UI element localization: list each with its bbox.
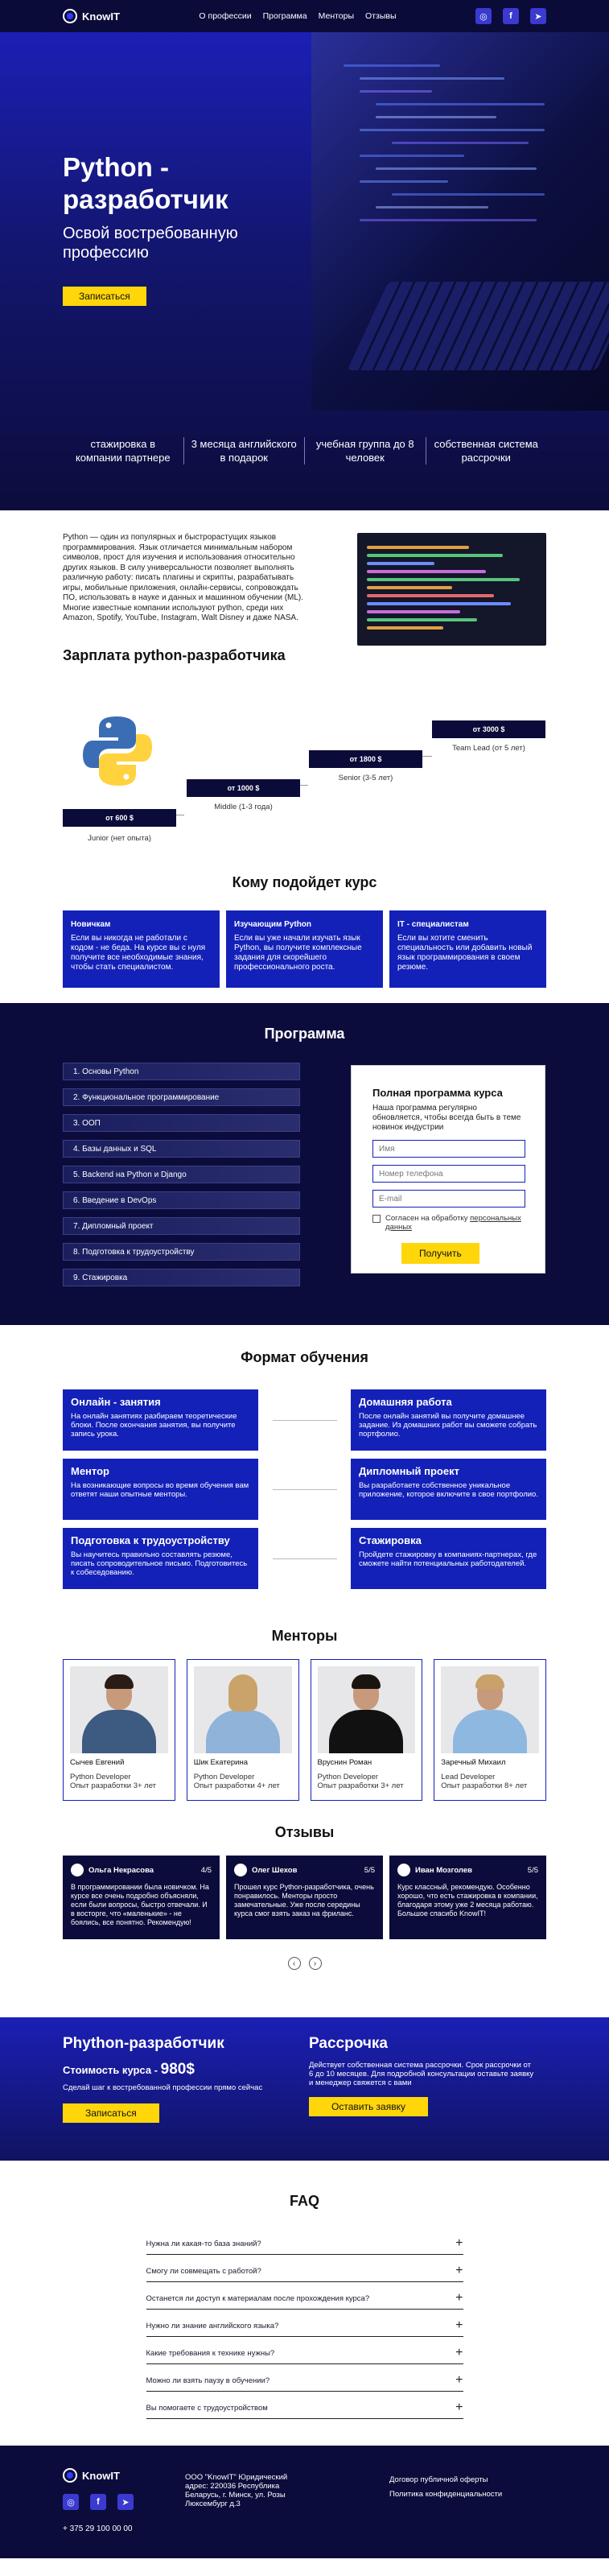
review-score: 5/5 bbox=[527, 1865, 538, 1875]
faq-list bbox=[146, 2234, 463, 2419]
mentor-card bbox=[434, 1659, 546, 1801]
program-item[interactable]: 7. Дипломный проект bbox=[63, 1217, 300, 1235]
salary-title: Зарплата python-разработчика bbox=[63, 647, 286, 663]
salary-label-senior: Senior (3-5 лет) bbox=[338, 774, 393, 782]
price-value: 980$ bbox=[160, 2061, 195, 2078]
audience-card-title: IT - специалистам bbox=[397, 920, 469, 929]
faq-question: Нужна ли какая-то база знаний? bbox=[146, 2239, 261, 2248]
program-item[interactable]: 1. Основы Python bbox=[63, 1063, 300, 1080]
mentor-role: Python Developer bbox=[193, 1773, 255, 1781]
telegram-icon[interactable]: ➤ bbox=[117, 2494, 134, 2510]
program-item[interactable]: 8. Подготовка к трудоустройству bbox=[63, 1243, 300, 1261]
footer-address: ООО "KnowIT" Юридический адрес: 220036 Республика Беларусь, г. Минск, ул. Розы Люксембург д.3 bbox=[185, 2473, 288, 2508]
review-text: Прошел курс Python-разработчика, очень понравилось. Менторы просто замечательные. Уже после середины курса смог взять заказ на фриланс. bbox=[234, 1883, 374, 1918]
nav-link-mentors[interactable]: Менторы bbox=[318, 11, 355, 21]
hero-text bbox=[63, 151, 304, 306]
format-card-online bbox=[63, 1389, 258, 1451]
reviewer-avatar bbox=[234, 1864, 247, 1876]
plus-icon[interactable]: + bbox=[455, 2291, 463, 2305]
faq-question: Смогу ли совмещать с работой? bbox=[146, 2266, 261, 2276]
footer-brand-name: KnowIT bbox=[82, 2469, 120, 2482]
mentor-experience: Опыт разработки 3+ лет bbox=[317, 1781, 404, 1790]
footer-links bbox=[389, 2473, 502, 2502]
about-text: Python — один из популярных и быстрорастущих языков программирования. Язык отличается минимальным набором символов, прост для изучения и использования относительно других языков. В силу универсальности позволяет выполнять различную работу: писать плагины и скрипты, разрабатывать игры, мобильные приложения, онлайн-сервисы, сопровождать ПО, использовать в науке и данных и машинном обучении (ML). Многие известные компании используют python, среди них Amazon, Spotify, YouTube, Instagram, Walt Disney и даже NASA. bbox=[63, 533, 304, 622]
format-card-mentor bbox=[63, 1459, 258, 1520]
mentor-photo bbox=[318, 1666, 416, 1753]
price-section bbox=[0, 2017, 609, 2161]
code-screenshot-image bbox=[357, 533, 546, 646]
price-course-title: Phython-разработчик bbox=[63, 2035, 224, 2052]
program-item[interactable]: 4. Базы данных и SQL bbox=[63, 1140, 300, 1158]
faq-question: Нужно ли знание английского языка? bbox=[146, 2321, 279, 2330]
program-request-form bbox=[351, 1065, 545, 1274]
review-score: 5/5 bbox=[364, 1865, 375, 1875]
price-subtitle: Сделай шаг к востребованной профессии прямо сейчас bbox=[63, 2083, 263, 2092]
feature-installment: собственная система рассрочки bbox=[434, 438, 538, 464]
instagram-icon[interactable]: ◎ bbox=[475, 8, 492, 24]
salary-step-teamlead: от 3000 $ bbox=[432, 720, 545, 738]
faq-item[interactable] bbox=[146, 2261, 463, 2282]
audience-card-learners bbox=[226, 910, 383, 988]
salary-label-middle: Middle (1-3 года) bbox=[214, 803, 273, 811]
offer-agreement-link[interactable]: Договор публичной оферты bbox=[389, 2475, 488, 2484]
mentor-card bbox=[187, 1659, 299, 1801]
mentor-role: Python Developer bbox=[70, 1773, 131, 1781]
review-card bbox=[63, 1856, 220, 1939]
program-item[interactable]: 9. Стажировка bbox=[63, 1269, 300, 1286]
mentor-name: Заречный Михаил bbox=[441, 1758, 506, 1767]
format-card-text: Пройдете стажировку в компаниях-партнерах, где сможете найти потенциальных работодателей. bbox=[359, 1550, 537, 1568]
feature-group-size: учебная группа до 8 человек bbox=[305, 437, 426, 464]
audience-cards bbox=[0, 910, 609, 988]
site-footer bbox=[0, 2446, 609, 2558]
mentor-photo bbox=[70, 1666, 168, 1753]
format-title: Формат обучения bbox=[241, 1349, 368, 1365]
format-card-title: Ментор bbox=[71, 1465, 109, 1477]
salary-label-junior: Junior (нет опыта) bbox=[88, 834, 151, 843]
chevron-left-icon[interactable]: ‹ bbox=[288, 1957, 301, 1970]
nav-link-program[interactable]: Программа bbox=[262, 11, 307, 21]
privacy-policy-link[interactable]: Политика конфиденциальности bbox=[389, 2490, 503, 2499]
consent-checkbox[interactable] bbox=[372, 1215, 381, 1223]
about-section bbox=[0, 510, 609, 646]
format-card-title: Стажировка bbox=[359, 1534, 422, 1546]
header-socials bbox=[475, 8, 546, 24]
hero-signup-button[interactable]: Записаться bbox=[63, 287, 146, 306]
brand-name: KnowIT bbox=[82, 10, 120, 23]
reviewer-avatar bbox=[397, 1864, 410, 1876]
format-card-employment bbox=[63, 1528, 258, 1589]
nav-link-reviews[interactable]: Отзывы bbox=[365, 11, 397, 21]
plus-icon[interactable]: + bbox=[455, 2236, 463, 2250]
get-program-button[interactable]: Получить bbox=[401, 1243, 479, 1264]
mentor-role: Lead Developer bbox=[441, 1773, 496, 1781]
faq-item[interactable] bbox=[146, 2316, 463, 2337]
hero-subtitle: Освой востребованную профессию bbox=[63, 225, 238, 262]
site-header bbox=[0, 0, 609, 32]
format-card-text: После онлайн занятий вы получите домашнее задание. Из домашних работ вы сможете собрать портфолио. bbox=[359, 1412, 537, 1439]
feature-internship: стажировка в компании партнере bbox=[63, 437, 184, 464]
faq-item[interactable] bbox=[146, 2234, 463, 2255]
salary-label-teamlead: Team Lead (от 5 лет) bbox=[452, 744, 525, 753]
faq-question: Можно ли взять паузу в обучении? bbox=[146, 2376, 270, 2385]
format-card-text: Вы научитесь правильно составлять резюме, писать сопроводительное письмо. Подготовитесь к собеседованию. bbox=[71, 1550, 248, 1577]
audience-section bbox=[0, 852, 609, 1003]
mentor-experience: Опыт разработки 4+ лет bbox=[193, 1781, 280, 1790]
price-block bbox=[63, 2035, 262, 2123]
format-card-title: Подготовка к трудоустройству bbox=[71, 1534, 230, 1546]
format-card-internship bbox=[351, 1528, 546, 1589]
consent-row bbox=[372, 1214, 524, 1232]
audience-title: Кому подойдет курс bbox=[232, 874, 377, 890]
reviewer-name: Олег Шехов bbox=[252, 1865, 298, 1875]
hero-section bbox=[0, 32, 609, 510]
leave-request-button[interactable]: Оставить заявку bbox=[309, 2097, 428, 2116]
mentor-name: Вруснин Роман bbox=[317, 1758, 372, 1767]
audience-card-text: Если вы никогда не работали с кодом - не беда. На курсе вы с нуля получите все необходимые знания, чтобы стать специалистом. bbox=[71, 934, 206, 972]
faq-item[interactable] bbox=[146, 2289, 463, 2310]
plus-icon[interactable]: + bbox=[455, 2346, 463, 2359]
audience-card-title: Изучающим Python bbox=[234, 920, 312, 929]
form-subtitle: Наша программа регулярно обновляется, чтобы всегда быть в теме новинок индустрии bbox=[372, 1104, 521, 1132]
faq-question: Какие требования к технике нужны? bbox=[146, 2348, 275, 2358]
format-card-text: На онлайн занятиях разбираем теоретические блоки. После окончания занятия, вы получите запись урока. bbox=[71, 1412, 237, 1439]
reviewer-name: Иван Мозголев bbox=[415, 1865, 472, 1875]
chevron-right-icon[interactable]: › bbox=[309, 1957, 322, 1970]
footer-phone[interactable]: + 375 29 100 00 00 bbox=[63, 2524, 133, 2533]
format-card-text: Вы разработаете собственное уникальное приложение, которое включите в свое портфолио. bbox=[359, 1481, 538, 1499]
plus-icon[interactable]: + bbox=[455, 2401, 463, 2414]
phone-input[interactable] bbox=[372, 1165, 525, 1183]
faq-item[interactable] bbox=[146, 2343, 463, 2364]
reviews-title: Отзывы bbox=[274, 1824, 335, 1840]
nav-link-about[interactable]: О профессии bbox=[199, 11, 252, 21]
plus-icon[interactable]: + bbox=[455, 2264, 463, 2277]
facebook-icon[interactable]: f bbox=[90, 2494, 106, 2510]
instagram-icon[interactable]: ◎ bbox=[63, 2494, 79, 2510]
name-input[interactable] bbox=[372, 1140, 525, 1158]
format-card-title: Домашняя работа bbox=[359, 1396, 452, 1408]
consent-link[interactable]: персональных данных bbox=[385, 1214, 521, 1232]
main-nav bbox=[199, 11, 396, 21]
review-text: Курс классный, рекомендую. Особенно хорошо, что есть стажировка в компании, благодаря этому уже 2 месяца работаю. Большое спасибо KnowIT! bbox=[397, 1883, 538, 1918]
review-card bbox=[226, 1856, 383, 1939]
program-item[interactable]: 2. Функциональное программирование bbox=[63, 1088, 300, 1106]
salary-step-middle: от 1000 $ bbox=[187, 779, 300, 797]
mentor-experience: Опыт разработки 8+ лет bbox=[441, 1781, 528, 1790]
audience-card-title: Новичкам bbox=[71, 920, 111, 929]
salary-section bbox=[0, 646, 609, 852]
program-item[interactable]: 5. Backend на Python и Django bbox=[63, 1166, 300, 1183]
hero-laptop-image bbox=[311, 32, 609, 411]
mentor-cards bbox=[0, 1659, 609, 1801]
salary-step-senior: от 1800 $ bbox=[309, 750, 422, 768]
review-cards bbox=[0, 1856, 609, 1939]
audience-card-text: Если вы хотите сменить специальность или добавить новый язык программирования в своем резюме. bbox=[397, 934, 533, 972]
program-list bbox=[63, 1063, 300, 1294]
price-label: Стоимость курса - bbox=[63, 2064, 158, 2076]
faq-section bbox=[0, 2161, 609, 2446]
format-card-diploma bbox=[351, 1459, 546, 1520]
review-card bbox=[389, 1856, 546, 1939]
audience-card-it-specialists bbox=[389, 910, 546, 988]
faq-item[interactable] bbox=[146, 2371, 463, 2392]
format-grid bbox=[63, 1389, 546, 1597]
logo-icon bbox=[63, 9, 77, 23]
price-signup-button[interactable]: Записаться bbox=[63, 2103, 159, 2123]
mentor-role: Python Developer bbox=[317, 1773, 379, 1781]
program-item[interactable]: 6. Введение в DevOps bbox=[63, 1191, 300, 1209]
format-card-text: На возникающие вопросы во время обучения вам ответят наши опытные менторы. bbox=[71, 1481, 249, 1499]
audience-card-text: Если вы уже начали изучать язык Python, вы получите комплексные задания для скорейшего профессионального роста. bbox=[234, 934, 362, 972]
faq-question: Останется ли доступ к материалам после прохождения курса? bbox=[146, 2293, 370, 2303]
plus-icon[interactable]: + bbox=[455, 2318, 463, 2332]
mentor-experience: Опыт разработки 3+ лет bbox=[70, 1781, 157, 1790]
form-title: Полная программа курса bbox=[372, 1087, 503, 1099]
brand-logo[interactable] bbox=[63, 9, 120, 23]
facebook-icon[interactable]: f bbox=[503, 8, 519, 24]
mentor-name: Сычев Евгений bbox=[70, 1758, 125, 1767]
program-item[interactable]: 3. ООП bbox=[63, 1114, 300, 1132]
mentor-photo bbox=[441, 1666, 539, 1753]
format-card-title: Онлайн - занятия bbox=[71, 1396, 161, 1408]
audience-card-beginners bbox=[63, 910, 220, 988]
review-carousel-controls bbox=[0, 1957, 609, 1970]
installment-title: Рассрочка bbox=[309, 2035, 388, 2052]
mentor-photo bbox=[194, 1666, 292, 1753]
python-logo-icon bbox=[83, 715, 152, 787]
mentors-title: Менторы bbox=[271, 1628, 338, 1644]
faq-question: Вы помогаете с трудоустройством bbox=[146, 2403, 268, 2413]
hero-title: Python - разработчик bbox=[63, 152, 228, 214]
footer-brand-logo[interactable] bbox=[63, 2468, 120, 2483]
hero-features bbox=[63, 437, 546, 464]
reviewer-avatar bbox=[71, 1864, 84, 1876]
email-input[interactable] bbox=[372, 1190, 525, 1208]
mentor-card bbox=[63, 1659, 175, 1801]
format-section bbox=[0, 1325, 609, 1621]
format-card-homework bbox=[351, 1389, 546, 1451]
review-score: 4/5 bbox=[200, 1865, 212, 1875]
reviewer-name: Ольга Некрасова bbox=[88, 1865, 154, 1875]
program-title: Программа bbox=[264, 1026, 345, 1042]
review-text: В программировании была новичком. На курсе все очень подробно объясняли, если были вопросы, быстро отвечали. И в восторге, что «маленькие» - не боялись, все понятно. Рекомендую! bbox=[71, 1883, 209, 1926]
telegram-icon[interactable]: ➤ bbox=[530, 8, 546, 24]
faq-item[interactable] bbox=[146, 2398, 463, 2419]
salary-step-junior: от 600 $ bbox=[63, 809, 176, 827]
program-section bbox=[0, 1003, 609, 1325]
logo-icon bbox=[63, 2468, 77, 2483]
feature-english: 3 месяца английского в подарок bbox=[184, 437, 306, 464]
format-card-title: Дипломный проект bbox=[359, 1465, 459, 1477]
mentor-name: Шик Екатерина bbox=[193, 1758, 248, 1767]
installment-text: Действует собственная система рассрочки. Срок рассрочки от 6 до 10 месяцев. Для подробной консультации оставьте заявку и менеджер свяжется с вами bbox=[309, 2061, 534, 2087]
consent-text: Согласен на обработку bbox=[385, 1214, 468, 1223]
reviews-section bbox=[0, 1823, 609, 2017]
footer-socials bbox=[63, 2494, 134, 2510]
plus-icon[interactable]: + bbox=[455, 2373, 463, 2387]
mentors-section bbox=[0, 1621, 609, 1823]
mentor-card bbox=[311, 1659, 423, 1801]
installment-block bbox=[309, 2035, 534, 2116]
consent-label bbox=[385, 1214, 524, 1232]
faq-title: FAQ bbox=[289, 2193, 319, 2209]
